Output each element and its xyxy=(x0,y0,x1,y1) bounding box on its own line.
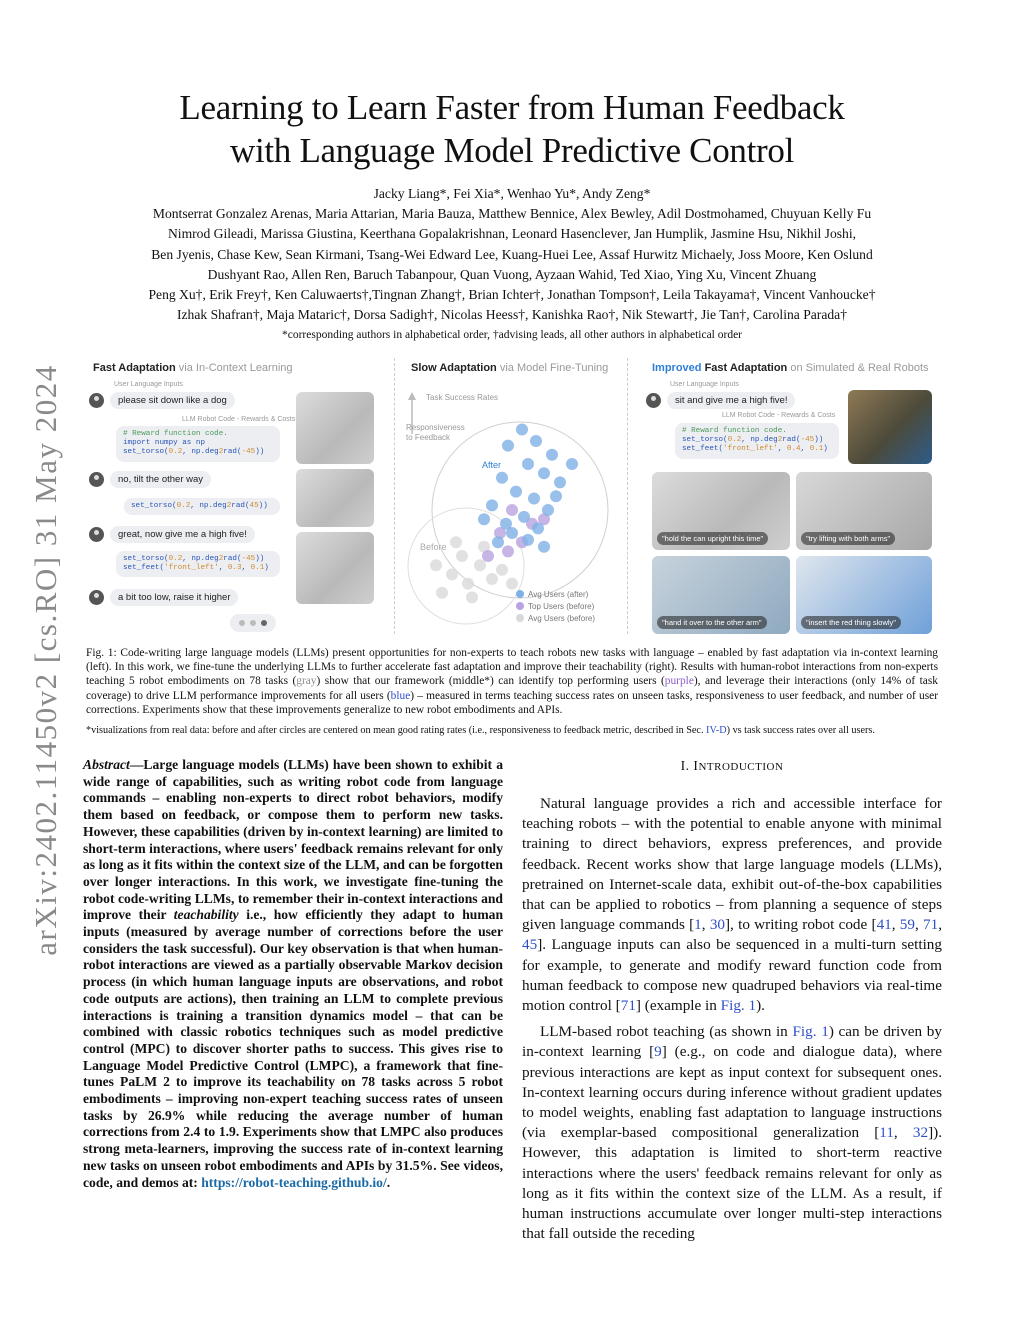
legend-swatch xyxy=(516,602,524,610)
citation-link[interactable]: 59 xyxy=(899,916,915,934)
scatter-point xyxy=(510,486,522,498)
legend-label: Top Users (before) xyxy=(528,602,595,611)
intro-paragraph: Natural language provides a rich and accessible interface for teaching robots – with the potential to enable anyone with minimal training to direct behaviors, express preferences, and provide feedback. Recent works show that large language models (LLMs), pretrained on Internet-scale data, exhibit out-of-the-box capabilities that can be applied to robotics – from planning a sequence of steps given language commands [1, 30], to writing robot code [41, 59, 71, 45]. Language inputs can also be sequenced in a multi-turn setting for example, to generate and modify reward function code from human feedback to compose new quadruped behaviors via real-time motion control [71] (example in Fig. 1). xyxy=(522,795,943,1015)
code-block: set_torso(0.2, np.deg2rad(45)) xyxy=(124,498,280,515)
scatter-point xyxy=(502,440,514,452)
scatter-point xyxy=(492,536,504,548)
authors-line: Ben Jyenis, Chase Kew, Sean Kirmani, Tsang-Wei Edward Lee, Kuang-Huei Lee, Assaf Hurwitz Michaely, Joss Moore, Ken Oslund xyxy=(151,246,873,262)
robot-arm-photo: "hand it over to the other arm" xyxy=(652,556,790,634)
scatter-point xyxy=(538,541,550,553)
scatter-point xyxy=(522,458,534,470)
authors-line: Montserrat Gonzalez Arenas, Maria Attarian, Maria Bauza, Matthew Bennice, Alex Bewley, Adil Dostmohamed, Chuyuan Kelly Fu xyxy=(152,206,872,222)
pagination-dots[interactable] xyxy=(230,614,276,632)
scatter-point xyxy=(486,499,498,511)
user-avatar-icon xyxy=(646,393,661,408)
scatter-point xyxy=(538,467,550,479)
chat-message: sit and give me a high five! xyxy=(646,392,795,409)
section-heading: I. INTRODUCTION xyxy=(680,758,784,773)
scatter-point xyxy=(530,435,542,447)
authors-line: Peng Xu†, Erik Frey†, Ken Caluwaerts†,Tingnan Zhang†, Brian Ichter†, Jonathan Tompson†, Leila Takayama†, Vincent Vanhoucke† xyxy=(148,287,876,303)
after-circle xyxy=(432,422,608,598)
paper-title xyxy=(100,86,924,172)
scatter-plot xyxy=(402,370,622,638)
figure-note: *visualizations from real data: before and after circles are centered on mean good rating rates (i.e., responsiveness to feedback metric, described in Sec. IV-D) vs task success rates over all users. xyxy=(86,725,875,736)
scatter-point xyxy=(546,449,558,461)
scatter-point xyxy=(502,545,514,557)
robot-dog-photo xyxy=(296,392,374,464)
scatter-point xyxy=(456,550,468,562)
authors-corresponding: Jacky Liang*, Fei Xia*, Wenhao Yu*, Andy Zeng* xyxy=(373,186,651,201)
user-avatar-icon xyxy=(89,472,104,487)
figure-link[interactable]: Fig. 1 xyxy=(720,997,757,1015)
title-line-1: Learning to Learn Faster from Human Feedback xyxy=(179,88,845,127)
chat-message: please sit down like a dog xyxy=(89,392,235,409)
robot-arm-photo: "try lifting with both arms" xyxy=(796,472,932,550)
scatter-point xyxy=(496,564,508,576)
y-axis-label: Task Success Rates xyxy=(426,393,499,402)
user-avatar-icon xyxy=(89,590,104,605)
user-avatar-icon xyxy=(89,393,104,408)
citation-link[interactable]: 32 xyxy=(912,1124,929,1142)
scatter-point xyxy=(506,578,518,590)
y-axis-arrowhead xyxy=(408,392,416,400)
scatter-point xyxy=(430,559,442,571)
robot-dog-photo xyxy=(296,532,374,604)
scatter-point xyxy=(478,513,490,525)
citation-link[interactable]: 71 xyxy=(620,997,636,1015)
arxiv-identifier: arXiv:2402.11450v2 [cs.RO] 31 May 2024 xyxy=(28,364,63,956)
code-block: # Reward function code. import numpy as np set_torso(0.2, np.deg2rad(-45)) xyxy=(116,426,280,462)
scatter-point xyxy=(506,527,518,539)
robot-arm-photo: "hold the can upright this time" xyxy=(652,472,790,550)
scatter-point xyxy=(516,424,528,436)
citation-link[interactable]: 71 xyxy=(923,916,939,934)
chat-message: great, now give me a high five! xyxy=(89,526,255,543)
user-inputs-label: User Language Inputs xyxy=(670,381,739,388)
authors-line: Dushyant Rao, Allen Ren, Baruch Tabanpour, Quan Vuong, Ayzaan Wahid, Ted Xiao, Ying Xu, Vincent Zhuang xyxy=(207,266,817,282)
robot-dog-photo xyxy=(296,469,374,527)
user-inputs-label: User Language Inputs xyxy=(114,381,183,388)
section-link[interactable]: IV-D xyxy=(706,725,727,736)
figure-1 xyxy=(86,352,938,640)
scatter-point xyxy=(496,472,508,484)
user-avatar-icon xyxy=(89,527,104,542)
figure-caption: Fig. 1: Code-writing large language models (LLMs) present opportunities for non-experts to teach robots new tasks with language – enabled by fast adaptation via in-context learning (left). In this work, we fine-tune the underlying LLMs to further accelerate fast adaptation and improve their teachability (right). Results with human-robot interactions from non-experts teaching 5 robot embodiments on 78 tasks (gray) show that our framework (middle*) can identify top performing users (purple), and leverage their interactions (only 14% of task coverage) to drive LLM performance improvements for all users (blue) – measured in terms teaching success rates on unseen tasks, responsiveness to user feedback, and number of user corrections. Experiments show that these improvements generalize to new robot embodiments and APIs. xyxy=(86,647,939,716)
scatter-point xyxy=(522,534,534,546)
chat-message: a bit too low, raise it higher xyxy=(89,589,238,606)
title-line-2: with Language Model Predictive Control xyxy=(229,131,795,170)
authors-footnote: *corresponding authors in alphabetical order, †advising leads, all other authors in alphabetical order xyxy=(281,329,743,342)
author-list xyxy=(108,184,916,346)
scatter-point xyxy=(450,536,462,548)
scatter-point xyxy=(528,493,540,505)
code-block: set_torso(0.2, np.deg2rad(-45)) set_feet('front_left', 0.3, 0.1) xyxy=(116,551,280,577)
robot-code-label: LLM Robot Code - Rewards & Costs xyxy=(722,412,836,419)
right-panel-title: Improved Fast Adaptation on Simulated & Real Robots xyxy=(652,362,929,374)
scatter-point xyxy=(532,522,544,534)
citation-link[interactable]: 45 xyxy=(522,936,538,954)
scatter-point xyxy=(518,511,530,523)
robot-code-label: LLM Robot Code - Rewards & Costs xyxy=(182,416,296,423)
scatter-point xyxy=(550,490,562,502)
code-block: # Reward function code. set_torso(0.2, np.deg2rad(-45)) set_feet('front_left', 0.4, 0.1) xyxy=(675,423,839,459)
x-axis-label: Responsiveness xyxy=(406,423,465,432)
legend-label: Avg Users (after) xyxy=(528,590,589,599)
authors-line: Izhak Shafran†, Maja Mataric†, Dorsa Sadigh†, Nicolas Heess†, Kanishka Rao†, Nik Stewart†, Jie Tan†, Carolina Parada† xyxy=(176,307,847,323)
robot-arm-photo: "insert the red thing slowly" xyxy=(796,556,932,634)
middle-panel-title: Slow Adaptation via Model Fine-Tuning xyxy=(411,362,609,374)
scatter-point xyxy=(436,587,448,599)
left-panel-title: Fast Adaptation via In-Context Learning xyxy=(93,362,293,374)
citation-link[interactable]: 41 xyxy=(876,916,892,934)
authors-line: Nimrod Gileadi, Marissa Giustina, Keerthana Gopalakrishnan, Leonard Hasenclever, Jan Humplik, Jasmine Hsu, Nikhil Joshi, xyxy=(167,226,857,242)
legend-label: Avg Users (before) xyxy=(528,614,595,623)
chat-message: no, tilt the other way xyxy=(89,471,211,488)
legend-swatch xyxy=(516,614,524,622)
scatter-point xyxy=(554,476,566,488)
citation-link[interactable]: 1 xyxy=(694,916,702,934)
citation-link[interactable]: 11 xyxy=(879,1124,894,1142)
scatter-point xyxy=(506,504,518,516)
before-label: Before xyxy=(420,542,447,552)
scatter-point xyxy=(542,504,554,516)
after-label: After xyxy=(482,460,502,470)
abstract: Abstract—Large language models (LLMs) have been shown to exhibit a wide range of capabilities, such as writing robot code from language commands – enabling non-experts to direct robot behaviors, modify them based on feedback, or compose them to perform new tasks. However, these capabilities (driven by in-context learning) are limited to short-term interactions, where users' feedback remains relevant for only as long as it fits within the context size of the LLM, and can be forgotten over longer interactions. In this work, we investigate fine-tuning the robot code-writing LLMs, to remember their in-context interactions and improve their teachability i.e., how efficiently they adapt to human inputs (measured by average number of corrections before the user considers the task successful). Our key observation is that when human-robot interactions are viewed as a partially observable Markov decision process (in which human language inputs are observations, and robot code outputs are actions), then training an LLM to complete previous interactions is training a transition dynamics model – that can be combined with classic robotics techniques such as model predictive control (MPC) to discover shorter paths to success. This gives rise to Language Model Predictive Control (LMPC), a framework that fine-tunes PaLM 2 to improve its teachability on 78 tasks across 5 robot embodiments – improving non-expert teaching success rates of unseen tasks by 26.9% while reducing the average number of human corrections from 2.4 to 1.9. Experiments show that LMPC also produces strong meta-learners, improving the success rate of in-context learning new tasks on unseen robot embodiments and APIs by 31.5%. See videos, code, and demos at: https://robot-teaching.github.io/. xyxy=(83,757,504,1190)
citation-link[interactable]: 9 xyxy=(654,1043,662,1061)
x-axis-label: to Feedback xyxy=(406,433,451,442)
scatter-point xyxy=(462,578,474,590)
intro-paragraph: LLM-based robot teaching (as shown in Fig. 1) can be driven by in-context learning [9] (e.g., on code and dialogue data), where previous interactions are kept as input context for subsequent ones. In-context learning occurs during inference without gradient updates to model weights, enabling fast adaptation to language instructions (via exemplar-based compositional generalization [11, 32]). However, this adaptation is limited to short-term reactive interactions where the users' feedback remains relevant for only as long as it fits within the context size of the LLM. As a result, if human instructions accumulate over longer multi-step interactions that fall outside the receding xyxy=(522,1023,943,1243)
scatter-point xyxy=(474,559,486,571)
introduction-body xyxy=(522,794,942,1250)
scatter-point xyxy=(446,568,458,580)
legend-swatch xyxy=(516,590,524,598)
citation-link[interactable]: 30 xyxy=(709,916,725,934)
project-url-link[interactable]: https://robot-teaching.github.io/ xyxy=(201,1174,387,1190)
scatter-point xyxy=(466,591,478,603)
robot-dog-photo xyxy=(848,390,932,464)
scatter-point xyxy=(486,573,498,585)
scatter-point xyxy=(482,550,494,562)
panel-divider xyxy=(394,358,396,634)
figure-link[interactable]: Fig. 1 xyxy=(792,1023,829,1041)
panel-divider xyxy=(627,358,629,634)
scatter-point xyxy=(566,458,578,470)
